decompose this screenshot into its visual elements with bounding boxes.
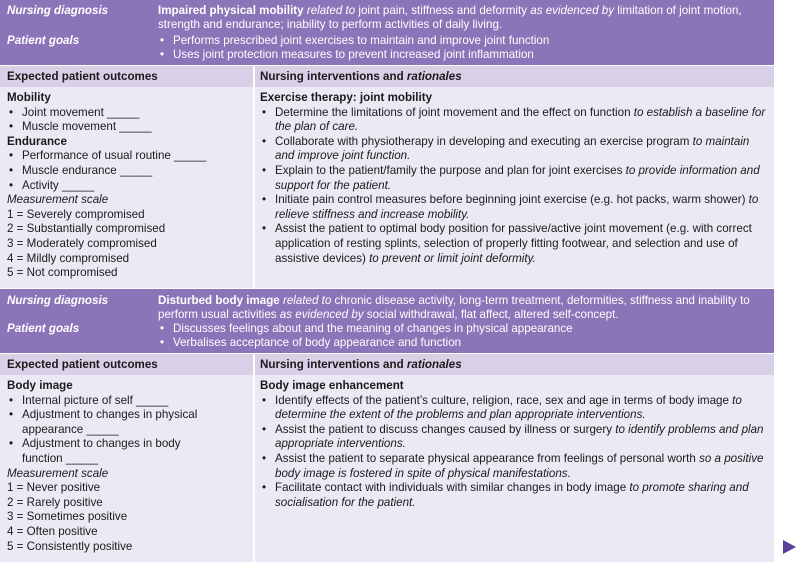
outcome-item: • Muscle endurance _____ <box>7 164 247 179</box>
outcomes-header: Expected patient outcomes <box>7 70 158 83</box>
column-divider <box>253 87 255 288</box>
scale-item: 2 = Rarely positive <box>7 495 103 509</box>
goal-item: • Performs prescribed joint exercises to maintain and improve joint function <box>158 34 770 48</box>
intervention-item: • Assist the patient to discuss changes caused by illness or surgery to identify problems and plan appropriate interventions. <box>260 423 770 452</box>
goal-item: • Uses joint protection measures to prevent increased joint inflammation <box>158 48 770 62</box>
patient-goals <box>158 34 770 61</box>
intervention-heading: Body image enhancement <box>260 379 404 392</box>
plan-body-2 <box>0 375 774 562</box>
interventions-header: Nursing interventions and rationales <box>260 358 462 371</box>
nursing-diagnosis-label: Nursing diagnosis <box>7 4 109 17</box>
scale-item: 5 = Consistently positive <box>7 539 133 553</box>
patient-goals <box>158 322 770 349</box>
scale-item: 4 = Often positive <box>7 524 98 538</box>
goal-item: • Discusses feelings about and the meaning of changes in physical appearance <box>158 322 770 336</box>
patient-goals-label: Patient goals <box>7 322 80 335</box>
scale-item: 2 = Substantially compromised <box>7 222 166 236</box>
column-divider <box>253 354 255 376</box>
outcome-item: • Muscle movement _____ <box>7 120 247 135</box>
outcome-heading: Body image <box>7 379 73 392</box>
next-page-arrow-icon[interactable] <box>783 540 796 554</box>
column-divider <box>253 375 255 562</box>
intervention-heading: Exercise therapy: joint mobility <box>260 91 433 104</box>
outcome-item: • Joint movement _____ <box>7 106 247 121</box>
table-header-2 <box>0 353 774 375</box>
interventions-1 <box>260 91 770 266</box>
scale-item: 5 = Not compromised <box>7 266 118 280</box>
interventions-header: Nursing interventions and rationales <box>260 70 462 83</box>
scale-item: 1 = Never positive <box>7 481 101 495</box>
scale-item: 3 = Sometimes positive <box>7 510 128 524</box>
scale-item: 3 = Moderately compromised <box>7 236 157 250</box>
intervention-item: • Assist the patient to separate physical appearance from feelings of personal worth so a positive body image is fostered in spite of physical manifestations. <box>260 452 770 481</box>
column-divider <box>253 66 255 88</box>
interventions-2 <box>260 379 770 510</box>
outcome-heading: Endurance <box>7 134 67 148</box>
plan-body-1 <box>0 87 774 288</box>
table-header-1 <box>0 65 774 87</box>
outcome-item: • Internal picture of self _____ <box>7 394 247 409</box>
intervention-item: • Explain to the patient/family the purpose and plan for joint exercises to provide information and support for the patient. <box>260 164 770 193</box>
intervention-item: • Identify effects of the patient’s culture, religion, race, sex and age in terms of body image to determine the extent of the problems and plan appropriate interventions. <box>260 394 770 423</box>
diagnosis-band-2 <box>0 289 774 353</box>
outcome-heading: Mobility <box>7 91 51 104</box>
outcome-item: • Performance of usual routine _____ <box>7 149 247 164</box>
patient-goals-label: Patient goals <box>7 34 80 47</box>
intervention-item: • Determine the limitations of joint movement and the effect on function to establish a baseline for the plan of care. <box>260 106 770 135</box>
intervention-item: • Facilitate contact with individuals with similar changes in body image to promote sharing and socialisation for the patient. <box>260 481 770 510</box>
outcome-item: • Activity _____ <box>7 179 247 194</box>
scale-item: 1 = Severely compromised <box>7 207 145 221</box>
expected-outcomes-1 <box>7 91 247 281</box>
outcomes-header: Expected patient outcomes <box>7 358 158 371</box>
outcome-item: • Adjustment to changes in body function _____ <box>7 437 212 466</box>
intervention-item: • Initiate pain control measures before beginning joint exercise (e.g. hot packs, warm shower) to relieve stiffness and increase mobility. <box>260 193 770 222</box>
outcome-item: • Adjustment to changes in physical appearance _____ <box>7 408 212 437</box>
nursing-diagnosis-text: Impaired physical mobility related to joint pain, stiffness and deformity as evidenced by limitation of joint motion, strength and endurance; inability to perform activities of daily living. <box>158 4 742 31</box>
measurement-scale-title: Measurement scale <box>7 466 109 480</box>
intervention-item: • Assist the patient to optimal body position for passive/active joint movement (e.g. with correct application of resting splints, selection of properly fitting footwear, and selection and use of assistive devices) to prevent or limit joint deformity. <box>260 222 770 266</box>
scale-item: 4 = Mildly compromised <box>7 251 130 265</box>
intervention-item: • Collaborate with physiotherapy in developing and executing an exercise program to maintain and improve joint function. <box>260 135 770 164</box>
measurement-scale-title: Measurement scale <box>7 193 109 207</box>
expected-outcomes-2 <box>7 379 247 554</box>
goal-item: • Verbalises acceptance of body appearance and function <box>158 336 770 350</box>
nursing-diagnosis-text: Disturbed body image related to chronic disease activity, long-term treatment, deformities, stiffness and inability to perform usual activities as evidenced by social withdrawal, flat affect, altered self-concept. <box>158 294 750 321</box>
nursing-diagnosis-label: Nursing diagnosis <box>7 294 109 307</box>
diagnosis-band-1 <box>0 0 774 65</box>
